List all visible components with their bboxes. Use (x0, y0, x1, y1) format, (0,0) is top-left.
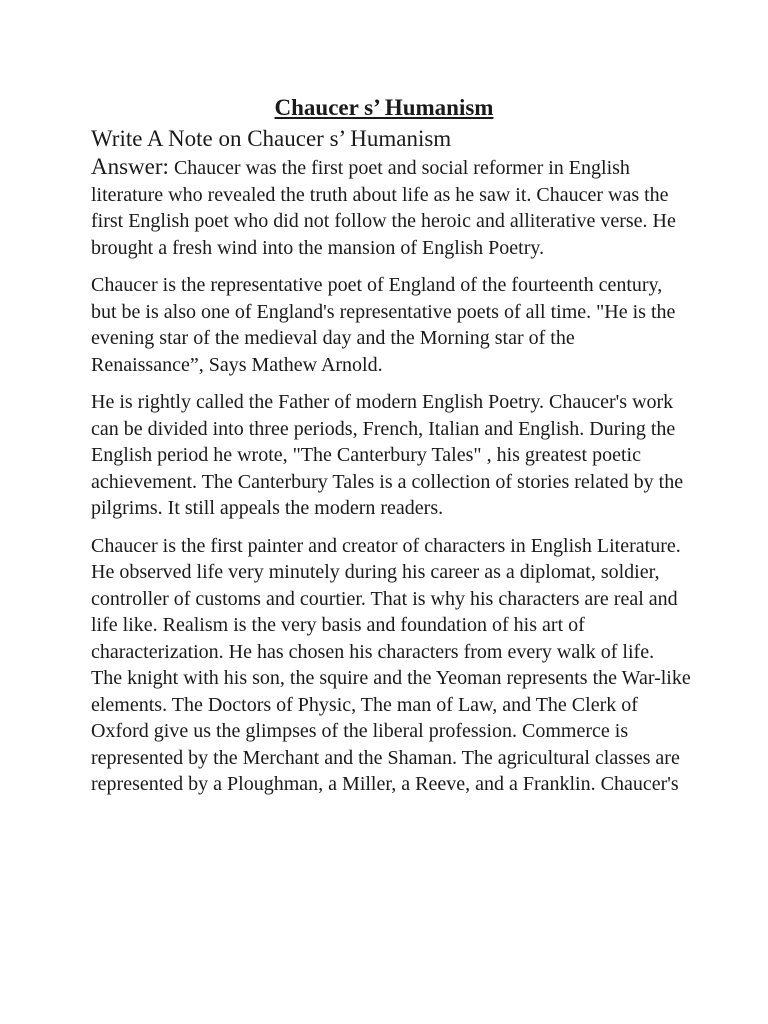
paragraph: He is rightly called the Father of modern English Poetry. Chaucer's work can be divided into three periods, French, Italian and English. During the English period he wrote, "The Canterbury Tales" , his greatest poetic achievement. The Canterbury Tales is a collection of stories related by the pilgrims. It still appeals the modern readers. (91, 391, 684, 519)
question-heading: Write A Note on Chaucer s’ Humanism (91, 126, 452, 151)
paragraph: The knight with his son, the squire and the Yeoman represents the War-like elements. The Doctors of Physic, The man of Law, and The Clerk of Oxford give us the glimpses of the liberal profession. Commerce is represented by the Merchant and the Shaman. The agricultural classes are represented by a Ploughman, a Miller, a Reeve, and a Franklin. Chaucer's (91, 667, 691, 795)
document-body (91, 124, 691, 798)
answer-text: Chaucer was the first poet and social reformer in English literature who revealed the truth about life as he saw it. Chaucer was the first English poet who did not follow the heroic and alliterative verse. He brought a fresh wind into the mansion of English Poetry. (91, 157, 676, 259)
paragraph: Chaucer is the representative poet of England of the fourteenth century, but be is also one of England's representative poets of all time. "He is the evening star of the medieval day and the Morning star of the Renaissance”, Says Mathew Arnold. (91, 274, 676, 376)
paragraph-answer (91, 154, 691, 261)
page-title: Chaucer s’ Humanism (274, 95, 494, 120)
paragraph: Chaucer is the first painter and creator of characters in English Literature. He observed life very minutely during his career as a diplomat, soldier, controller of customs and courtier. That is why his characters are real and life like. Realism is the very basis and foundation of his art of characterization. He has chosen his characters from every walk of life. (91, 534, 681, 663)
answer-label: Answer: (91, 154, 169, 179)
